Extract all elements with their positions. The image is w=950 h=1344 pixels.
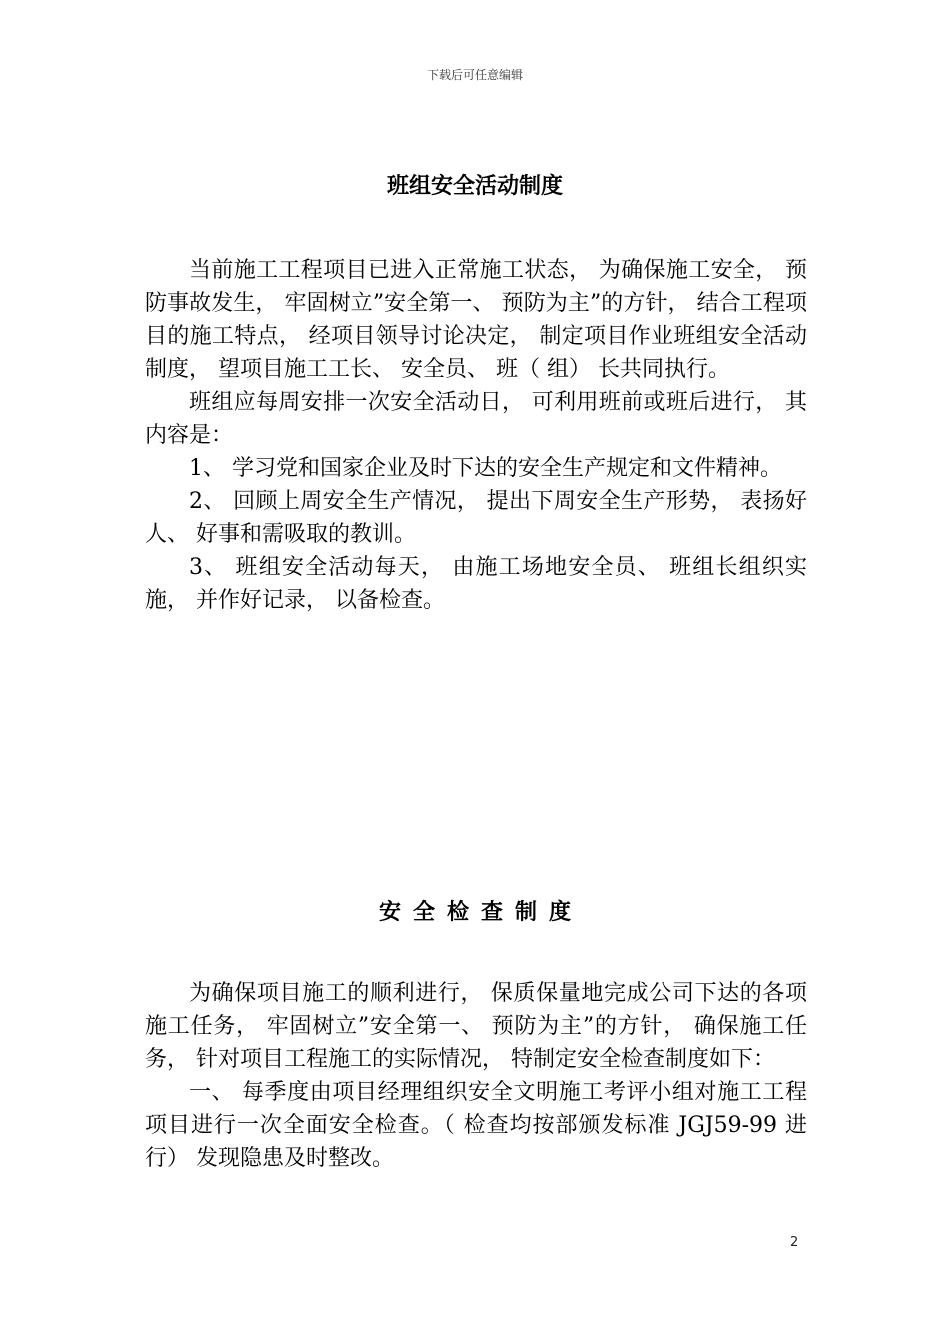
section-title-team-safety: 班组安全活动制度 xyxy=(386,174,563,199)
paragraph-intro: 为确保项目施工的顺利进行， 保质保量地完成公司下达的各项施工任务， 牢固树立”安全第一、 预防为主”的方针， 确保施工任务， 针对项目工程施工的实际情况， 特制定安全检查制度如下： xyxy=(145,981,807,1072)
header-note: 下载后可任意编辑 xyxy=(426,68,523,82)
list-item-1: 一、 每季度由项目经理组织安全文明施工考评小组对施工工程项目进行一次全面安全检查。（ 检查均按部颁发标准 JGJ59-99 进行） 发现隐患及时整改。 xyxy=(145,1080,807,1171)
section-body-team-safety xyxy=(145,254,807,617)
paragraph-intro: 当前施工工程项目已进入正常施工状态， 为确保施工安全， 预防事故发生， 牢固树立”安全第一、 预防为主”的方针， 结合工程项目的施工特点， 经项目领导讨论决定， 制定项目作业班组安全活动制度， 望项目施工工长、 安全员、 班（ 组） 长共同执行。 xyxy=(145,258,807,382)
page-number: 2 xyxy=(790,1235,799,1250)
list-item-3: 3、 班组安全活动每天， 由施工场地安全员、 班组长组织实施， 并作好记录， 以备检查。 xyxy=(145,555,807,613)
paragraph-schedule: 班组应每周安排一次安全活动日， 可利用班前或班后进行， 其内容是： xyxy=(145,390,807,448)
list-item-2: 2、 回顾上周安全生产情况， 提出下周安全生产形势， 表扬好人、 好事和需吸取的教训。 xyxy=(145,489,807,547)
list-item-1: 1、 学习党和国家企业及时下达的安全生产规定和文件精神。 xyxy=(189,456,782,481)
section-title-safety-inspection: 安全检查制度 xyxy=(378,900,583,925)
section-body-safety-inspection xyxy=(145,977,807,1175)
